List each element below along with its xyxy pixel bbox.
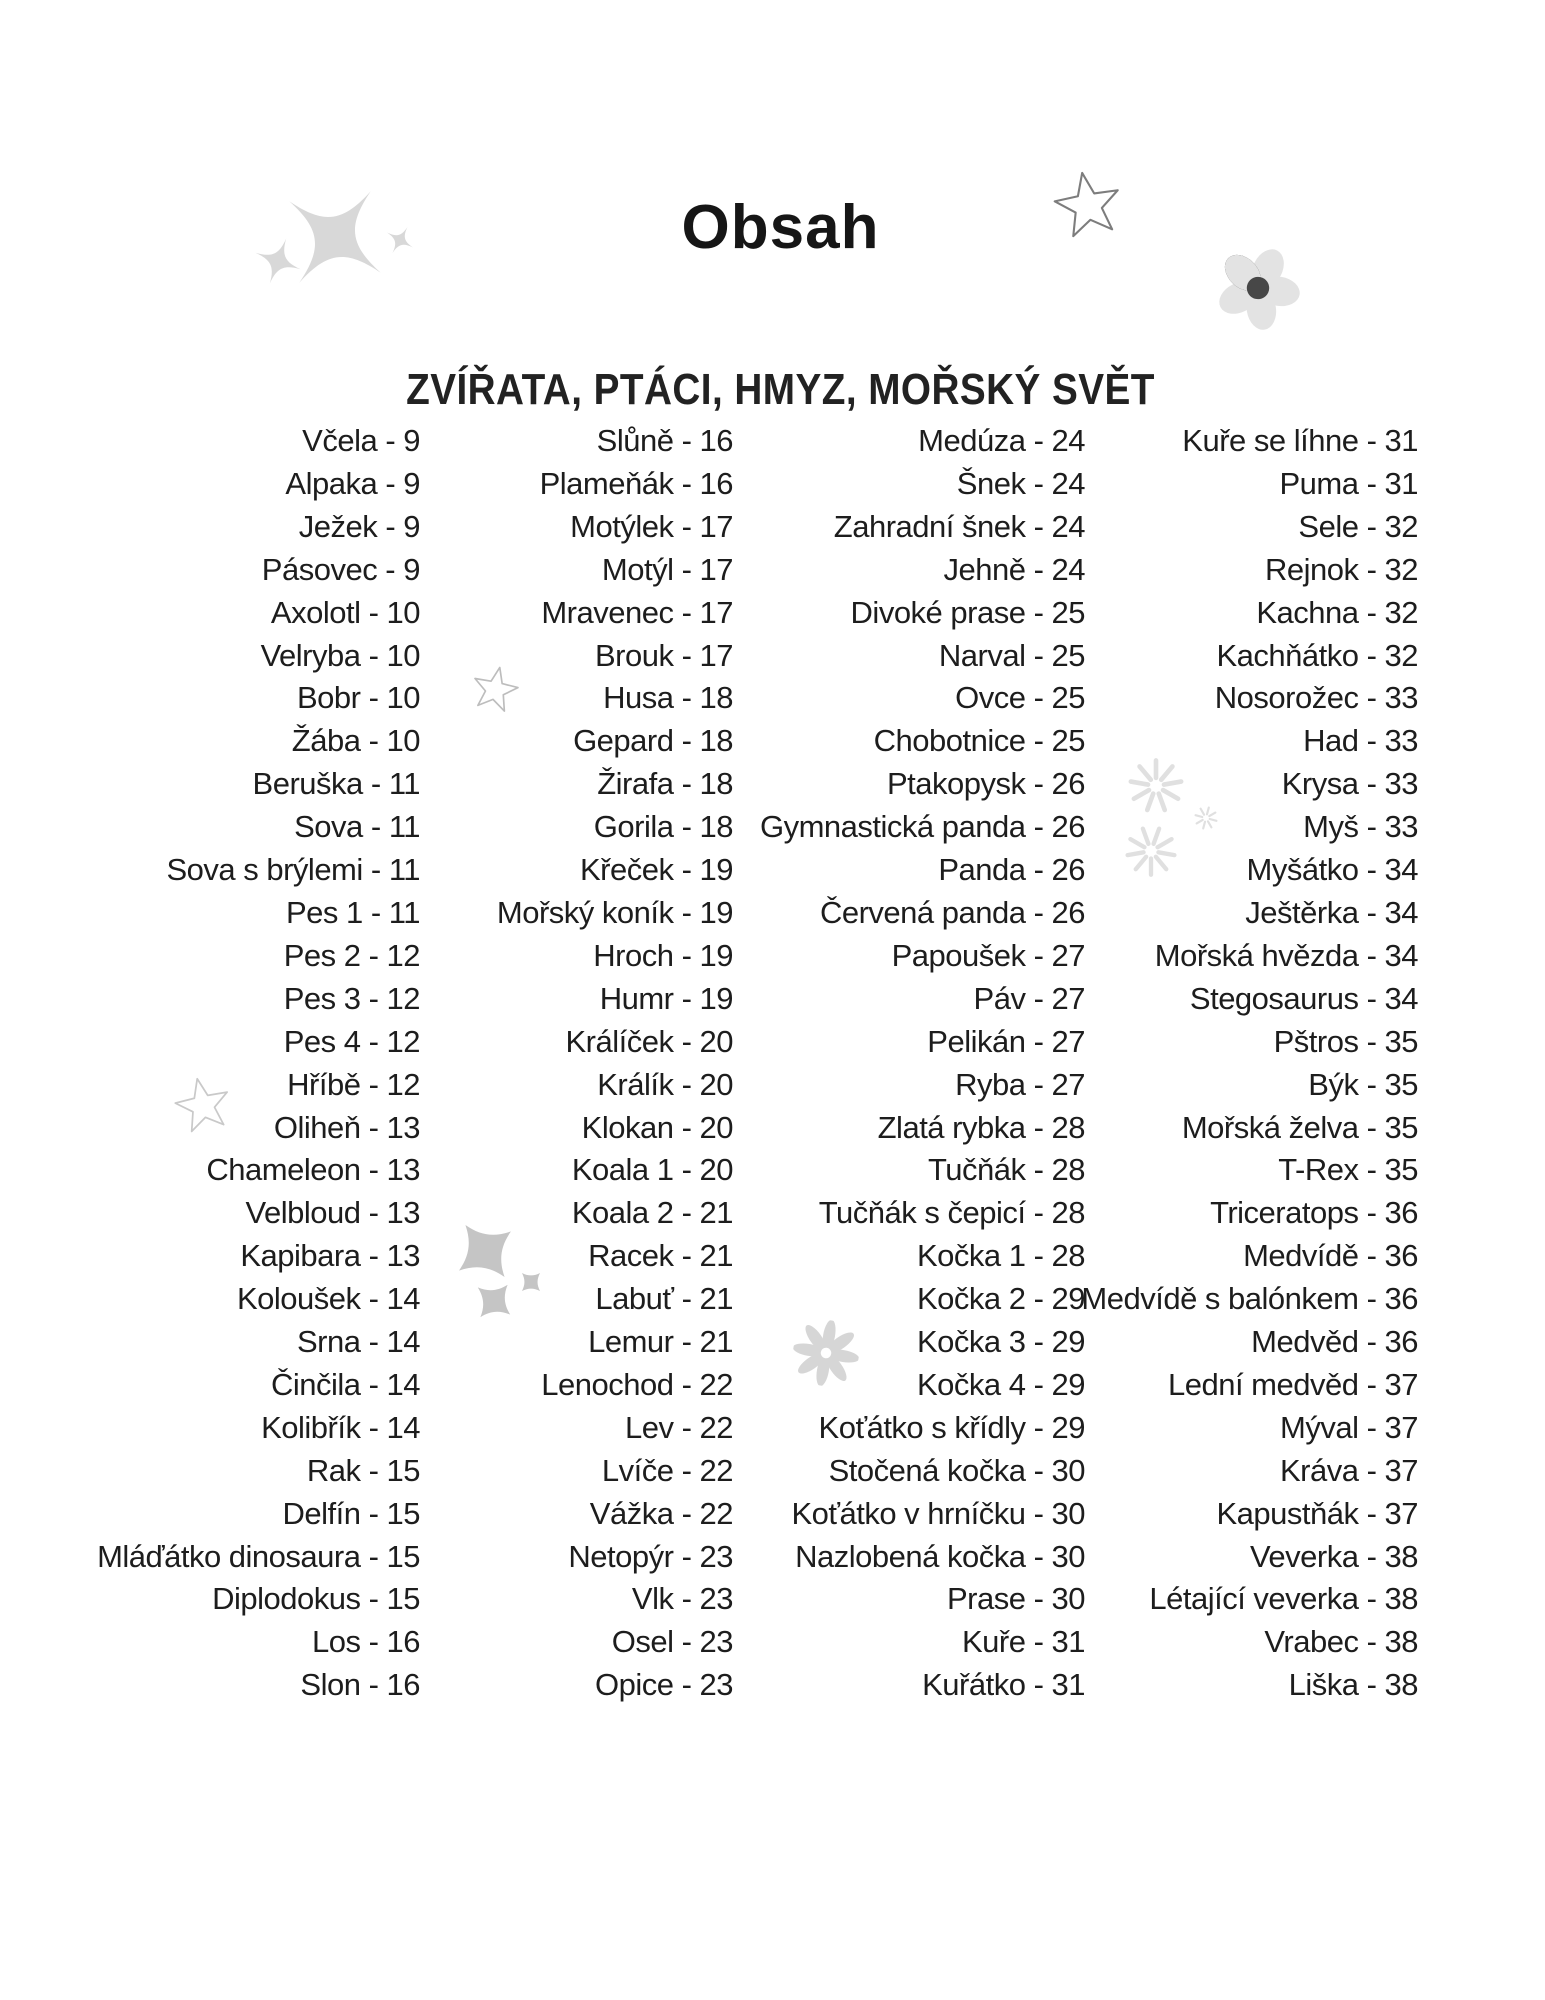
toc-entry: Nosorožec - 33 [1214, 680, 1418, 716]
toc-entry: Panda - 26 [938, 852, 1085, 888]
toc-entry: Kuře se líhne - 31 [1182, 423, 1418, 458]
toc-entry: Koťátko s křídly - 29 [818, 1409, 1085, 1445]
toc-entry: Býk - 35 [1308, 1066, 1418, 1102]
toc-entry: Bobr - 10 [296, 680, 420, 716]
page-title: Obsah [681, 192, 880, 262]
toc-entry: Zlatá rybka - 28 [877, 1109, 1085, 1145]
toc-entry: Delfín - 15 [282, 1495, 420, 1531]
toc-entry: Gepard - 18 [573, 723, 733, 759]
toc-entry: Oliheň - 13 [273, 1109, 420, 1145]
toc-entry: Žirafa - 18 [597, 766, 733, 802]
toc-entry: Lední medvěd - 37 [1167, 1366, 1418, 1402]
toc-entry: Slůně - 16 [596, 423, 733, 458]
toc-entry: Narval - 25 [938, 637, 1085, 673]
toc-entry: Kráva - 37 [1279, 1452, 1418, 1488]
toc-entry: Vrabec - 38 [1264, 1624, 1418, 1660]
toc-entry: Mořská želva - 35 [1181, 1109, 1418, 1145]
toc-entry: Husa - 18 [603, 680, 733, 716]
toc-entry: Páv - 27 [973, 980, 1085, 1016]
toc-entry: T-Rex - 35 [1278, 1152, 1418, 1188]
toc-entry: Zahradní šnek - 24 [833, 508, 1085, 544]
toc-entry: Hříbě - 12 [287, 1066, 420, 1102]
toc-entry: Papoušek - 27 [891, 937, 1085, 973]
toc-entry: Los - 16 [311, 1624, 420, 1660]
toc-entry: Rejnok - 32 [1264, 551, 1418, 587]
toc-entry: Lev - 22 [624, 1409, 733, 1445]
toc-entry: Králíček - 20 [565, 1023, 733, 1059]
toc-entry: Včela - 9 [302, 423, 420, 458]
toc-entry: Koala 1 - 20 [571, 1152, 733, 1188]
toc-entry: Kuře - 31 [961, 1624, 1085, 1660]
toc-entry: Netopýr - 23 [568, 1538, 733, 1574]
toc-entry: Opice - 23 [594, 1667, 733, 1703]
toc-entry: Kočka 2 - 29 [916, 1281, 1085, 1317]
toc-entry: Kapustňák - 37 [1216, 1495, 1418, 1531]
toc-entry: Plameňák - 16 [539, 465, 733, 501]
toc-entry: Gorila - 18 [593, 809, 733, 845]
toc-entry: Kočka 4 - 29 [916, 1366, 1085, 1402]
toc-column-3 [760, 420, 1085, 1707]
toc-column-2 [497, 420, 733, 1707]
toc-entry: Mořský koník - 19 [496, 894, 733, 930]
toc-entry: Koloušek - 14 [236, 1281, 420, 1317]
toc-entry: Medvídě - 36 [1243, 1238, 1418, 1274]
toc-entry: Mláďátko dinosaura - 15 [97, 1538, 420, 1574]
toc-entry: Motýlek - 17 [570, 508, 733, 544]
toc-entry: Stočená kočka - 30 [828, 1452, 1085, 1488]
toc-entry: Kachňátko - 32 [1216, 637, 1418, 673]
toc-entry: Mravenec - 17 [541, 594, 733, 630]
toc-entry: Velbloud - 13 [245, 1195, 420, 1231]
toc-entry: Labuť - 21 [595, 1281, 733, 1317]
toc-entry: Kuřátko - 31 [922, 1667, 1085, 1703]
toc-entry: Koťátko v hrníčku - 30 [791, 1495, 1085, 1531]
toc-entry: Chobotnice - 25 [873, 723, 1085, 759]
toc-entry: Medvěd - 36 [1251, 1324, 1418, 1360]
toc-entry: Brouk - 17 [594, 637, 733, 673]
toc-entry: Gymnastická panda - 26 [759, 809, 1085, 845]
toc-entry: Had - 33 [1303, 723, 1418, 759]
toc-entry: Jehně - 24 [943, 551, 1085, 587]
toc-entry: Ještěrka - 34 [1245, 894, 1418, 930]
toc-entry: Sele - 32 [1298, 508, 1418, 544]
toc-entry: Medúza - 24 [918, 423, 1085, 458]
toc-entry: Tučňák s čepicí - 28 [818, 1195, 1085, 1231]
toc-entry: Sova - 11 [294, 809, 420, 845]
page-subtitle: ZVÍŘATA, PTÁCI, HMYZ, MOŘSKÝ SVĚT [406, 364, 1155, 414]
toc-entry: Triceratops - 36 [1210, 1195, 1418, 1231]
toc-entry: Osel - 23 [611, 1624, 733, 1660]
toc-entry: Veverka - 38 [1249, 1538, 1418, 1574]
toc-entry: Pes 1 - 11 [285, 894, 420, 930]
toc-entry: Sova s brýlemi - 11 [166, 852, 420, 888]
toc-entry: Stegosaurus - 34 [1189, 980, 1418, 1016]
toc-entry: Beruška - 11 [252, 766, 420, 802]
toc-entry: Lemur - 21 [588, 1324, 733, 1360]
toc-entry: Alpaka - 9 [285, 465, 420, 501]
toc-entry: Žába - 10 [291, 723, 420, 759]
toc-entry: Ryba - 27 [955, 1066, 1085, 1102]
toc-entry: Mořská hvězda - 34 [1154, 937, 1418, 973]
toc-entry: Divoké prase - 25 [850, 594, 1085, 630]
toc-entry: Hroch - 19 [593, 937, 733, 973]
toc-entry: Kočka 3 - 29 [916, 1324, 1085, 1360]
toc-entry: Vlk - 23 [631, 1581, 733, 1617]
toc-entry: Klokan - 20 [581, 1109, 733, 1145]
toc-entry: Liška - 38 [1288, 1667, 1418, 1703]
toc-entry: Krysa - 33 [1281, 766, 1418, 802]
toc-entry: Křeček - 19 [579, 852, 733, 888]
toc-entry: Lenochod - 22 [541, 1366, 733, 1402]
toc-entry: Chameleon - 13 [206, 1152, 420, 1188]
toc-column-4 [1081, 420, 1418, 1707]
toc-entry: Pes 2 - 12 [283, 937, 420, 973]
toc-entry: Myš - 33 [1303, 809, 1418, 845]
toc-entry: Létající veverka - 38 [1149, 1581, 1418, 1617]
toc-entry: Činčila - 14 [270, 1366, 420, 1402]
toc-entry: Rak - 15 [306, 1452, 420, 1488]
toc-entry: Pes 4 - 12 [283, 1023, 420, 1059]
toc-entry: Kolibřík - 14 [261, 1409, 420, 1445]
toc-entry: Myšátko - 34 [1246, 852, 1418, 888]
toc-entry: Kachna - 32 [1256, 594, 1418, 630]
toc-entry: Kapibara - 13 [240, 1238, 420, 1274]
toc-entry: Mýval - 37 [1280, 1409, 1418, 1445]
toc-entry: Velryba - 10 [260, 637, 420, 673]
toc-entry: Puma - 31 [1279, 465, 1418, 501]
toc-entry: Šnek - 24 [956, 465, 1085, 501]
toc-entry: Pelikán - 27 [927, 1023, 1085, 1059]
toc-entry: Pes 3 - 12 [283, 980, 420, 1016]
toc-entry: Humr - 19 [599, 980, 733, 1016]
toc-entry: Nazlobená kočka - 30 [795, 1538, 1085, 1574]
toc-entry: Ptakopysk - 26 [886, 766, 1085, 802]
toc-entry: Srna - 14 [296, 1324, 420, 1360]
toc-entry: Pštros - 35 [1273, 1023, 1418, 1059]
toc-entry: Tučňák - 28 [927, 1152, 1085, 1188]
toc-entry: Ovce - 25 [955, 680, 1085, 716]
toc-column-1 [97, 420, 420, 1707]
toc-entry: Racek - 21 [588, 1238, 733, 1274]
toc-entry: Koala 2 - 21 [571, 1195, 733, 1231]
toc-entry: Ježek - 9 [298, 508, 420, 544]
toc-entry: Diplodokus - 15 [212, 1581, 420, 1617]
toc-entry: Červená panda - 26 [819, 894, 1085, 930]
toc-entry: Vážka - 22 [589, 1495, 733, 1531]
toc-entry: Motýl - 17 [601, 551, 733, 587]
toc-entry: Lvíče - 22 [601, 1452, 733, 1488]
toc-entry: Axolotl - 10 [270, 594, 420, 630]
toc-entry: Prase - 30 [946, 1581, 1085, 1617]
toc-entry: Králík - 20 [597, 1066, 733, 1102]
toc-entry: Medvídě s balónkem - 36 [1081, 1281, 1418, 1317]
toc-entry: Slon - 16 [300, 1667, 420, 1703]
toc-entry: Pásovec - 9 [261, 551, 420, 587]
toc-entry: Kočka 1 - 28 [916, 1238, 1085, 1274]
